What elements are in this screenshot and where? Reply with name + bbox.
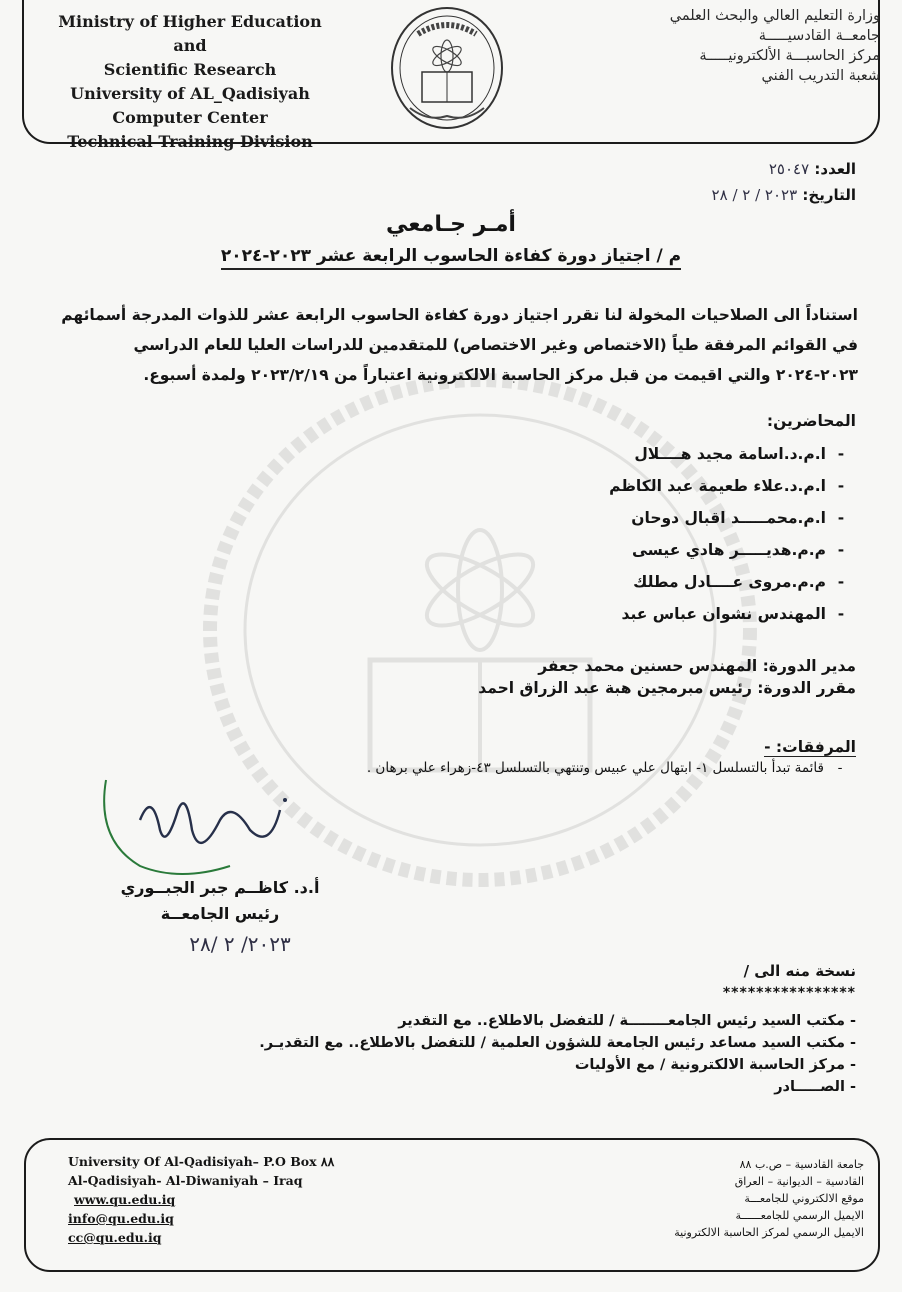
lecturer-name: ا.م.محمـــــد اقبال دوحان	[631, 509, 826, 527]
lecturer-name: المهندس نشوان عباس عبد	[621, 605, 826, 623]
document-date	[556, 186, 856, 204]
course-director: مدير الدورة: المهندس حسنين محمد جعفر	[538, 657, 856, 675]
footer-line: الايميل الرسمي للجامعــــــة	[735, 1209, 864, 1222]
list-item: - م.م.هديـــــر هادي عيسى	[296, 534, 856, 566]
letterhead-line: Ministry of Higher Education and	[58, 12, 322, 55]
footer-english	[68, 1152, 348, 1247]
signer-name: أ.د. كاظــم جبر الجبــوري	[120, 878, 320, 897]
footer-arabic	[624, 1156, 864, 1241]
attachment-item: - قائمة تبدأ بالتسلسل ١- ابتهال علي عبيس وتنتهي بالتسلسل ٤٣-زهراء علي برهان .	[366, 760, 843, 776]
date-label: التاريخ:	[802, 186, 856, 204]
letterhead-line: University of AL_Qadisiyah	[70, 84, 310, 103]
copies-list	[216, 1010, 856, 1098]
list-item: - ا.م.محمـــــد اقبال دوحان	[296, 502, 856, 534]
signature-date-value: ٢٠٢٣/ ٢ /٢٨	[189, 932, 291, 956]
list-item: - مركز الحاسبة الالكترونية / مع الأوليات	[574, 1057, 856, 1073]
signature-date	[140, 932, 340, 956]
order-title: أمـر جـامعي	[386, 212, 516, 237]
footer-address-line: University Of Al-Qadisiyah– P.O Box ٨٨	[68, 1154, 335, 1169]
lecturer-name: ا.م.د.اسامة مجيد هــــلال	[634, 445, 826, 463]
list-item: - ا.م.د.اسامة مجيد هــــلال	[296, 438, 856, 470]
date-value: ٢٠٢٣ / ٢ / ٢٨	[711, 186, 798, 204]
document-number	[556, 160, 856, 178]
list-item: - م.م.مروى عــــادل مطلك	[296, 566, 856, 598]
signer-block	[90, 875, 350, 927]
footer-line: موقع الالكتروني للجامعـــة	[744, 1192, 864, 1205]
lecturers-list	[296, 438, 856, 630]
website-link[interactable]: www.qu.edu.iq	[74, 1192, 176, 1207]
footer-line: الايميل الرسمي لمركز الحاسبة الالكترونية	[674, 1226, 864, 1239]
footer-address-line: Al-Qadisiyah- Al-Diwaniyah – Iraq	[68, 1173, 303, 1188]
list-item: - المهندس نشوان عباس عبد	[296, 598, 856, 630]
stars-divider: ****************	[722, 985, 856, 1001]
course-info	[356, 655, 856, 699]
list-item: - مكتب السيد مساعد رئيس الجامعة للشؤون العلمية / للتفضل بالاطلاع.. مع التقديـر.	[259, 1035, 856, 1051]
letterhead-line: Scientific Research	[103, 60, 277, 79]
number-value: ٢٥٠٤٧	[768, 160, 810, 178]
attachments-label: المرفقات: -	[764, 738, 856, 756]
number-label: العدد:	[814, 160, 856, 178]
lecturer-name: م.م.مروى عــــادل مطلك	[633, 573, 826, 591]
letterhead-line: مركز الحاسبـــة الألكترونيـــــة	[699, 48, 880, 64]
letterhead-line: وزارة التعليم العالي والبحث العلمي	[669, 8, 880, 24]
lecturer-name: م.م.هديـــــر هادي عيسى	[631, 541, 826, 559]
letterhead-line: Computer Center	[112, 108, 268, 127]
letterhead-line: شعبة التدريب الفني	[761, 68, 880, 84]
university-logo	[388, 4, 506, 132]
order-subject	[0, 246, 902, 266]
email-link[interactable]: cc@qu.edu.iq	[68, 1230, 162, 1245]
signer-title: رئيس الجامعــة	[160, 904, 280, 923]
course-rapporteur: مقرر الدورة: رئيس مبرمجين هبة عبد الزراق احمد	[478, 679, 856, 697]
handwritten-signature	[100, 770, 320, 880]
lecturers-label: المحاضرين:	[766, 412, 856, 430]
email-link[interactable]: info@qu.edu.iq	[68, 1211, 174, 1226]
list-item: - الصـــــادر	[774, 1079, 856, 1095]
list-item: - مكتب السيد رئيس الجامعــــــــة / للتفضل بالاطلاع.. مع التقدير	[398, 1013, 856, 1029]
body-paragraph: استناداً الى الصلاحيات المخولة لنا تقرر اجتياز دورة كفاءة الحاسوب الرابعة عشر للذوات المدرجة أسمائهم في القوائم المرفقة طياً (الاختصاص وغير الاختصاص) للمتقدمين للدراسات العليا للعام الدراسي ٢٠٢٣-٢٠٢٤ والتي اقيمت من قبل مركز الحاسبة الالكترونية اعتباراً من ٢٠٢٣/٢/١٩ ولمدة أسبوع.	[61, 306, 858, 384]
footer-line: جامعة القادسية – ص.ب ٨٨	[739, 1158, 864, 1171]
footer-line: القادسية – الديوانية – العراق	[734, 1175, 864, 1188]
copies-label: نسخة منه الى /	[743, 962, 856, 980]
order-subject-text: م / اجتياز دورة كفاءة الحاسوب الرابعة عشر ٢٠٢٣-٢٠٢٤	[221, 246, 681, 270]
letterhead-line: جامعــة القادسيـــــة	[758, 28, 880, 44]
english-letterhead	[40, 10, 340, 154]
list-item: - ا.م.د.علاء طعيمة عبد الكاظم	[296, 470, 856, 502]
attachment-text: قائمة تبدأ بالتسلسل ١- ابتهال علي عبيس وتنتهي بالتسلسل ٤٣-زهراء علي برهان .	[366, 760, 824, 776]
arabic-letterhead	[560, 6, 880, 86]
letterhead-line: Technical Training Division	[67, 132, 313, 151]
lecturer-name: ا.م.د.علاء طعيمة عبد الكاظم	[609, 477, 826, 495]
